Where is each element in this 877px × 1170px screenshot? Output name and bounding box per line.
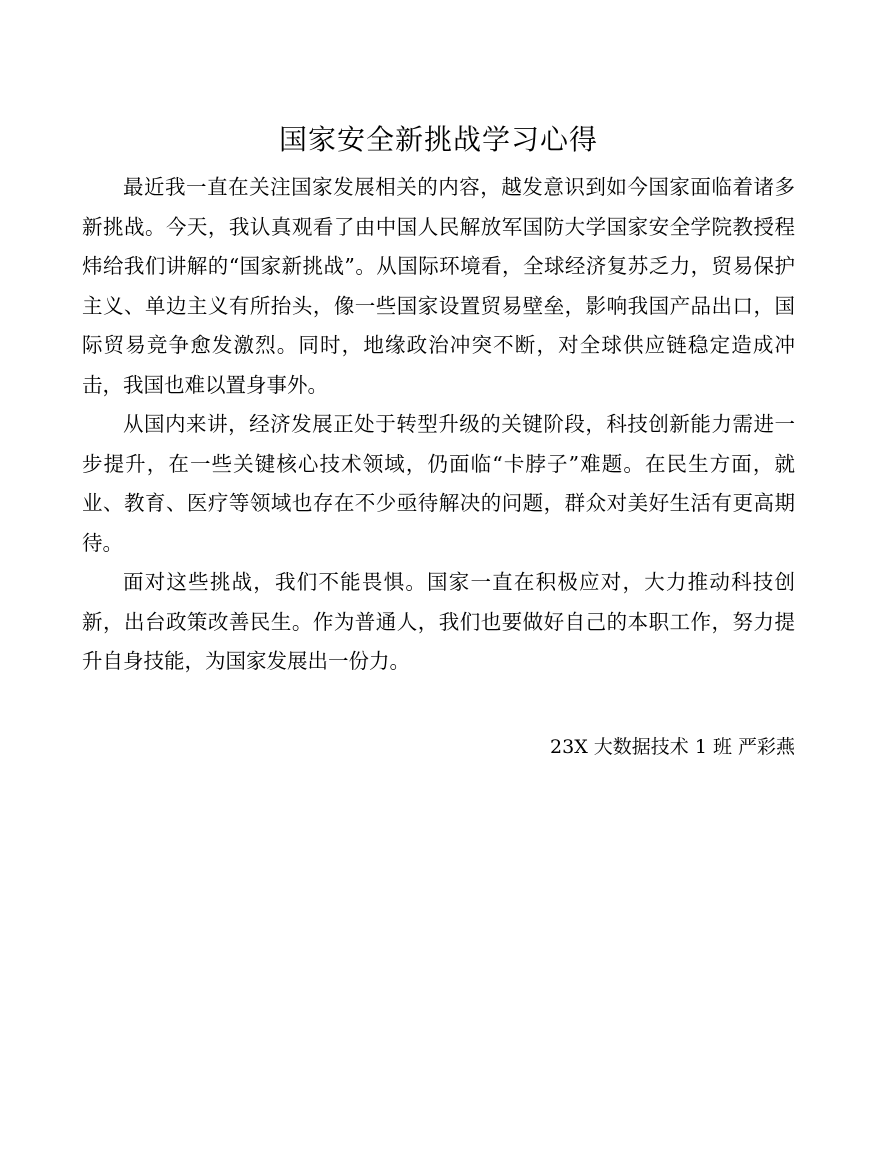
document-body: [82, 168, 795, 682]
document-title: 国家安全新挑战学习心得: [278, 123, 598, 156]
paragraph-3: 面对这些挑战，我们不能畏惧。国家一直在积极应对，大力推动科技创新，出台政策改善民生。作为普通人，我们也要做好自己的本职工作，努力提升自身技能，为国家发展出一份力。: [82, 570, 795, 673]
paragraph-1: 最近我一直在关注国家发展相关的内容，越发意识到如今国家面临着诸多新挑战。今天，我认真观看了由中国人民解放军国防大学国家安全学院教授程炜给我们讲解的“国家新挑战”。从国际环境看，全球经济复苏乏力，贸易保护主义、单边主义有所抬头，像一些国家设置贸易壁垒，影响我国产品出口，国际贸易竞争愈发激烈。同时，地缘政治冲突不断，对全球供应链稳定造成冲击，我国也难以置身事外。: [82, 175, 795, 397]
author-signature: 23X 大数据技术 1 班 严彩燕: [550, 736, 795, 758]
paragraph-2: 从国内来讲，经济发展正处于转型升级的关键阶段，科技创新能力需进一步提升，在一些关键核心技术领域，仍面临“卡脖子”难题。在民生方面，就业、教育、医疗等领域也存在不少亟待解决的问题，群众对美好生活有更高期待。: [82, 412, 795, 555]
